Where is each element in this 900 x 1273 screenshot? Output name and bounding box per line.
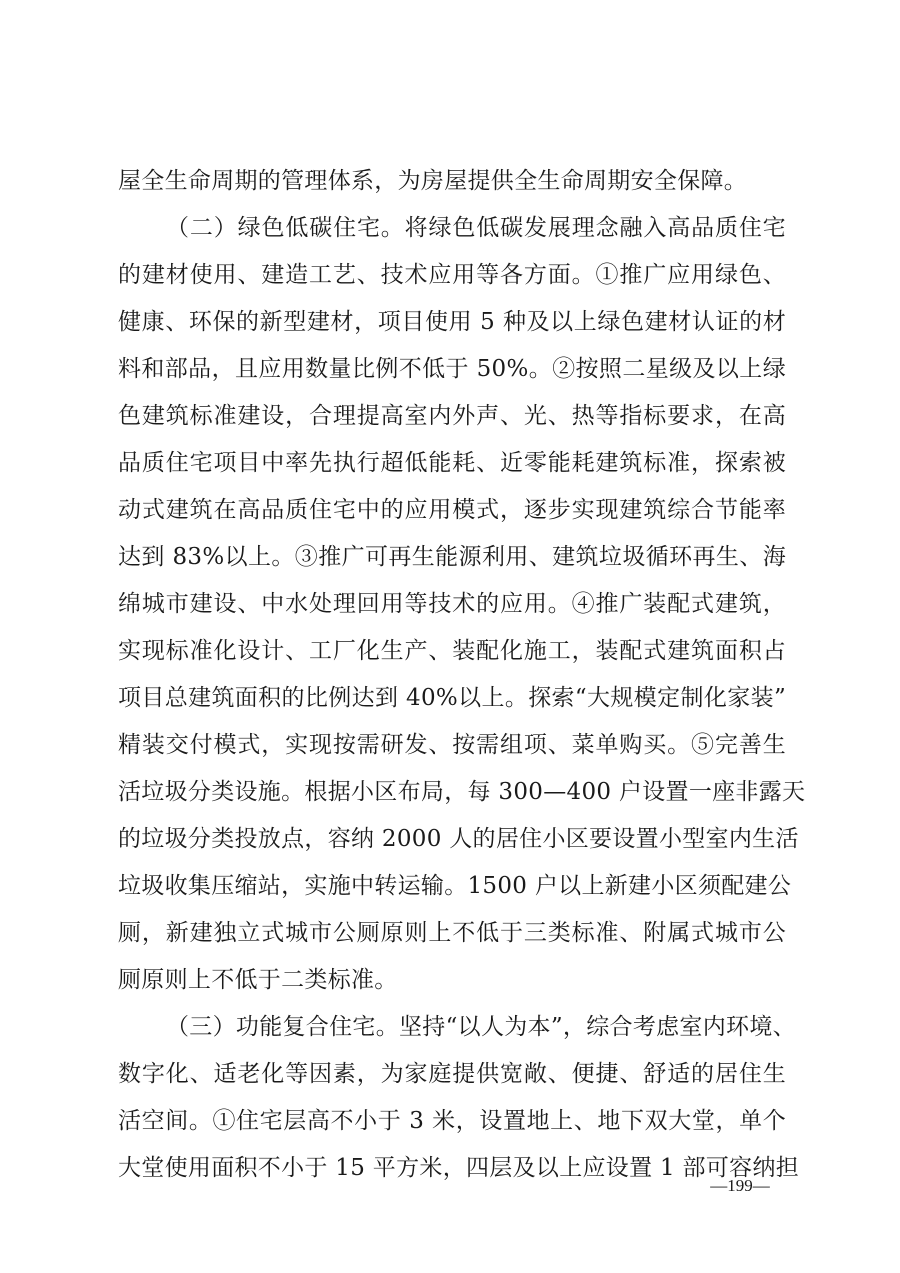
body-text-line: 厕原则上不低于二类标准。 — [118, 967, 398, 993]
section-heading-line: （二）绿色低碳住宅。将绿色低碳发展理念融入高品质住宅 — [166, 215, 786, 241]
body-text-line: 绵城市建设、中水处理回用等技术的应用。④推广装配式建筑， — [118, 591, 786, 617]
body-text-line: 大堂使用面积不小于 15 平方米，四层及以上应设置 1 部可容纳担 — [118, 1155, 800, 1181]
body-text-line: 数字化、适老化等因素，为家庭提供宽敞、便捷、舒适的居住生 — [118, 1061, 786, 1087]
body-text-line: 活空间。①住宅层高不小于 3 米，设置地上、地下双大堂，单个 — [118, 1108, 786, 1134]
section-heading-line: （三）功能复合住宅。坚持“以人为本”，综合考虑室内环境、 — [166, 1014, 796, 1040]
body-text-line: 的建材使用、建造工艺、技术应用等各方面。①推广应用绿色、 — [118, 262, 786, 288]
body-text-line: 品质住宅项目中率先执行超低能耗、近零能耗建筑标准，探索被 — [118, 450, 786, 476]
body-text-line: 精装交付模式，实现按需研发、按需组项、菜单购买。⑤完善生 — [118, 732, 786, 758]
body-text-line: 厕，新建独立式城市公厕原则上不低于三类标准、附属式城市公 — [118, 920, 786, 946]
body-text-line: 的垃圾分类投放点，容纳 2000 人的居住小区要设置小型室内生活 — [118, 826, 799, 852]
body-text-line: 活垃圾分类设施。根据小区布局，每 300—400 户设置一座非露天 — [118, 779, 806, 805]
body-text-line: 项目总建筑面积的比例达到 40%以上。探索“大规模定制化家装” — [118, 685, 786, 711]
body-text-line: 健康、环保的新型建材，项目使用 5 种及以上绿色建材认证的材 — [118, 309, 786, 335]
body-text-line: 达到 83%以上。③推广可再生能源利用、建筑垃圾循环再生、海 — [118, 544, 786, 570]
body-text-line: 料和部品，且应用数量比例不低于 50%。②按照二星级及以上绿 — [118, 356, 786, 382]
body-text-line: 动式建筑在高品质住宅中的应用模式，逐步实现建筑综合节能率 — [118, 497, 786, 523]
body-text-line: 垃圾收集压缩站，实施中转运输。1500 户以上新建小区须配建公 — [118, 873, 792, 899]
body-text-line: 色建筑标准建设，合理提高室内外声、光、热等指标要求，在高 — [118, 403, 786, 429]
body-text-line: 屋全生命周期的管理体系，为房屋提供全生命周期安全保障。 — [118, 168, 748, 194]
page-number: —199— — [710, 1176, 770, 1195]
body-text-line: 实现标准化设计、工厂化生产、装配化施工，装配式建筑面积占 — [118, 638, 786, 664]
